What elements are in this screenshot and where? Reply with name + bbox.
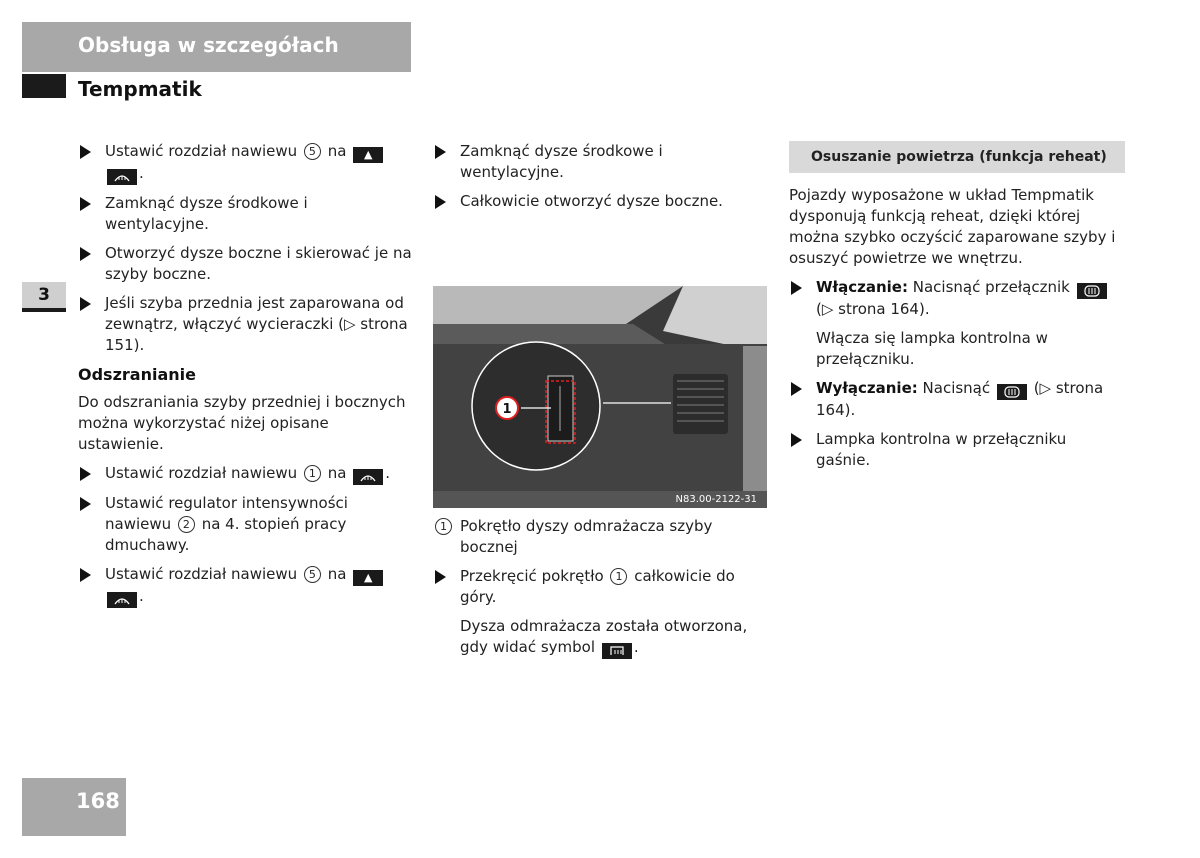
bullet-arrow-icon [80, 145, 91, 159]
figure-code: N83.00-2122-31 [675, 494, 757, 505]
chapter-number: 3 [38, 285, 50, 305]
chapter-title: Tempmatik [78, 77, 202, 101]
column-left [78, 141, 414, 616]
bullet-arrow-icon [791, 433, 802, 447]
section-heading: Osuszanie powietrza (funkcja reheat) [789, 141, 1125, 173]
list-item: Ustawić rozdział nawiewu 5 na ▲ . [78, 564, 414, 608]
section-title: Obsługa w szczegółach [78, 33, 339, 57]
up-arrow-key-icon: ▲ [353, 147, 383, 163]
up-arrow-key-icon: ▲ [353, 570, 383, 586]
bullet-arrow-icon [435, 195, 446, 209]
reheat-button-icon [1077, 283, 1107, 299]
page-number-box [22, 778, 126, 836]
chapter-marker [22, 74, 66, 98]
subheading: Odszranianie [78, 365, 196, 384]
chapter-side-tab [22, 282, 66, 312]
list-item: Zamknąć dysze środkowe i wentylacyjne. [78, 193, 414, 235]
list-item: Przekręcić pokrętło 1 całkowicie do góry. [433, 566, 769, 608]
callout-number: 5 [304, 566, 321, 583]
callout-number: 5 [304, 143, 321, 160]
bullet-arrow-icon [80, 497, 91, 511]
list-item: Lampka kontrolna w przełączniku gaśnie. [789, 429, 1125, 471]
callout-number: 1 [610, 568, 627, 585]
list-item: Włączanie: Nacisnąć przełącznik (▷ strona 164). [789, 277, 1125, 320]
list-item: Ustawić rozdział nawiewu 5 na ▲ . [78, 141, 414, 185]
column-middle-lower [433, 516, 769, 667]
dashboard-illustration [433, 286, 767, 508]
list-item: Wyłączanie: Nacisnąć (▷ strona 164). [789, 378, 1125, 421]
reheat-button-icon [997, 384, 1027, 400]
bullet-arrow-icon [80, 568, 91, 582]
bullet-arrow-icon [80, 467, 91, 481]
bullet-arrow-icon [80, 247, 91, 261]
list-item: Ustawić rozdział nawiewu 1 na . [78, 463, 414, 485]
dashboard-photo [433, 286, 767, 508]
side-window-defrost-icon [602, 643, 632, 659]
paragraph: Pojazdy wyposażone w układ Tempmatik dysponują funkcją reheat, dzięki której można szybko oczyścić zaparowane szyby i osuszyć powietrze we wnętrzu. [789, 186, 1116, 267]
list-item: Zamknąć dysze środkowe i wentylacyjne. [433, 141, 769, 183]
callout-number: 1 [435, 518, 452, 535]
list-item: Otworzyć dysze boczne i skierować je na szyby boczne. [78, 243, 414, 285]
list-item: Ustawić regulator intensywności nawiewu 2 na 4. stopień pracy dmuchawy. [78, 493, 414, 556]
callout-number: 1 [304, 465, 321, 482]
note: Dysza odmrażacza została otworzona, gdy widać symbol . [433, 616, 769, 659]
bullet-arrow-icon [435, 145, 446, 159]
paragraph: Do odszraniania szyby przedniej i bocznych można wykorzystać niżej opisane ustawienie. [78, 393, 406, 453]
windscreen-defrost-icon [107, 169, 137, 185]
list-item: Jeśli szyba przednia jest zaparowana od zewnątrz, włączyć wycieraczki (▷ strona 151). [78, 293, 414, 356]
bullet-arrow-icon [791, 382, 802, 396]
page-number: 168 [76, 789, 120, 813]
windscreen-defrost-icon [353, 469, 383, 485]
bullet-arrow-icon [80, 297, 91, 311]
list-item: Całkowicie otworzyć dysze boczne. [433, 191, 769, 212]
photo-callout: 1 [502, 402, 512, 417]
bullet-arrow-icon [435, 570, 446, 584]
bullet-arrow-icon [791, 281, 802, 295]
note: Włącza się lampka kontrolna w przełączniku. [816, 329, 1048, 368]
column-middle [433, 141, 769, 220]
bullet-arrow-icon [80, 197, 91, 211]
windscreen-defrost-icon [107, 592, 137, 608]
callout-number: 2 [178, 516, 195, 533]
column-right [789, 141, 1125, 479]
figure-caption: 1 Pokrętło dyszy odmrażacza szyby bocznej [433, 516, 769, 558]
